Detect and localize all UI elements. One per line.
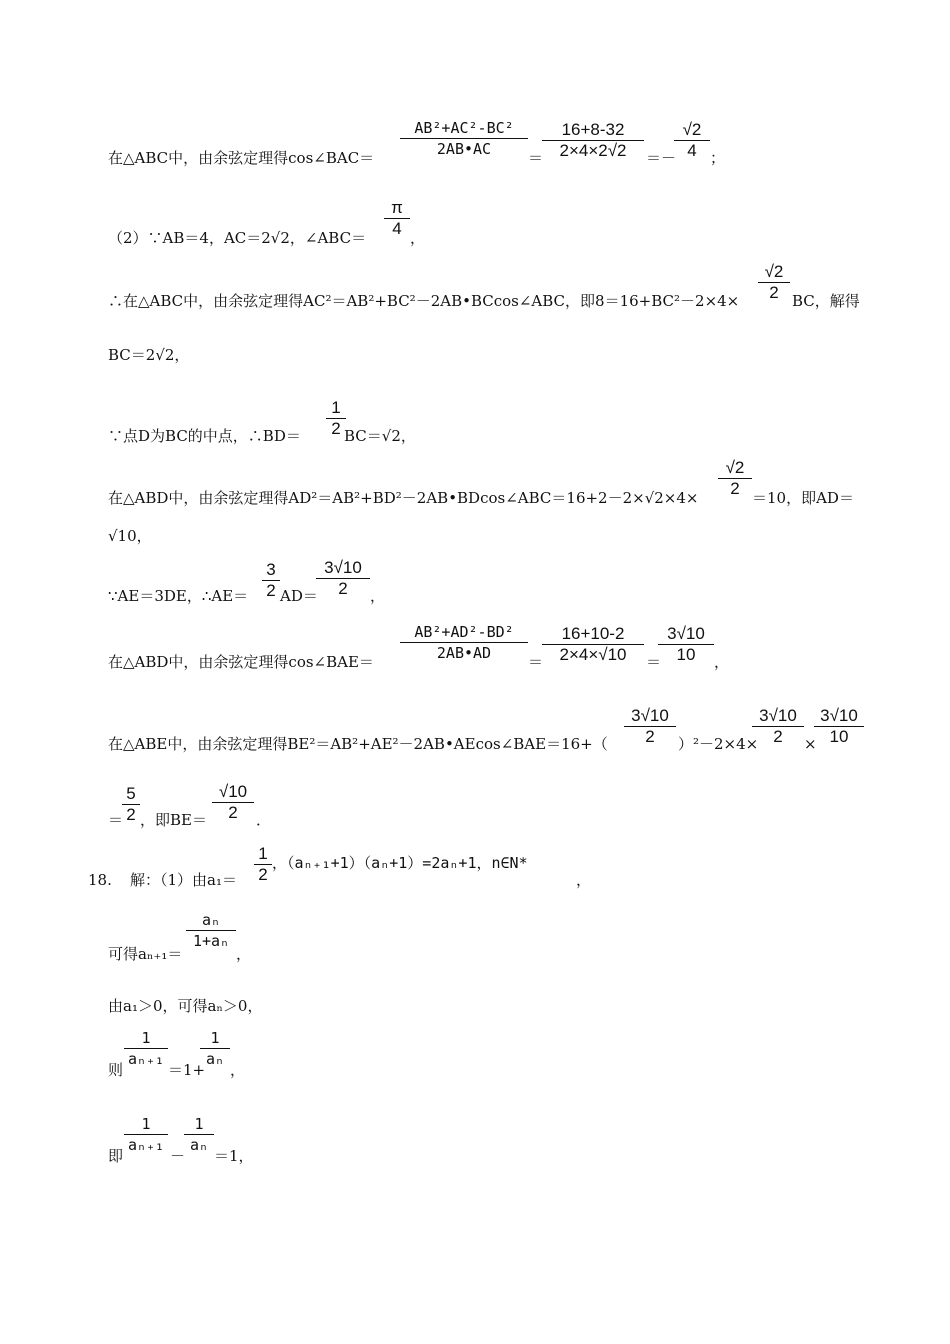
ad-continuation: √10， bbox=[108, 527, 152, 545]
punct: ， bbox=[410, 229, 426, 247]
fraction-five-halves bbox=[122, 784, 140, 825]
numerator: 1 bbox=[254, 844, 272, 865]
fraction-3root10-over-10 bbox=[814, 706, 864, 747]
numerator: √2 bbox=[718, 458, 752, 479]
numerator: 1 bbox=[200, 1028, 230, 1049]
fraction-result bbox=[674, 120, 710, 161]
numerator: 3 bbox=[262, 560, 280, 581]
then-mid: ＝1+ bbox=[168, 1061, 206, 1079]
fraction-three-halves bbox=[262, 560, 280, 601]
midpoint-end: BC＝√2， bbox=[344, 427, 416, 445]
ad-end: ＝10，即AD＝ bbox=[752, 489, 854, 507]
denominator: aₙ bbox=[189, 1136, 209, 1154]
diff-minus: － bbox=[170, 1147, 186, 1165]
midpoint-text: ∵点D为BC的中点，∴BD＝ bbox=[108, 427, 301, 445]
fraction-pi-over-4 bbox=[384, 198, 410, 239]
numerator: √2 bbox=[758, 262, 790, 283]
numerator: 16+10-2 bbox=[542, 624, 644, 645]
equals: ＝ bbox=[646, 653, 662, 671]
denominator: 2 bbox=[769, 283, 779, 302]
numerator: π bbox=[384, 198, 410, 219]
denominator: 10 bbox=[676, 645, 696, 664]
punct: ， bbox=[576, 871, 592, 889]
numerator: 1 bbox=[184, 1114, 214, 1135]
ae-text: ∵AE＝3DE，∴AE＝ bbox=[108, 587, 249, 605]
numerator: √10 bbox=[212, 782, 254, 803]
line-bc-value: BC＝2√2， bbox=[108, 346, 190, 364]
denominator: 2 bbox=[331, 419, 341, 438]
fraction-values bbox=[542, 624, 644, 665]
fraction-result bbox=[658, 624, 714, 665]
numerator: 16+8-32 bbox=[542, 120, 644, 141]
denominator: aₙ bbox=[205, 1050, 225, 1068]
denominator: 2 bbox=[773, 727, 783, 746]
denominator: 2 bbox=[730, 479, 740, 498]
diff-text: 即 bbox=[108, 1147, 124, 1165]
denominator: 2×4×√10 bbox=[559, 645, 627, 664]
be-cont-equals: ＝ bbox=[108, 811, 124, 829]
be-mid: ）²－2×4× bbox=[678, 735, 759, 753]
numerator: 1 bbox=[326, 398, 346, 419]
numerator: 3√10 bbox=[814, 706, 864, 727]
denominator: aₙ₊₁ bbox=[127, 1136, 165, 1154]
numerator: 3√10 bbox=[624, 706, 676, 727]
punct: ， bbox=[714, 653, 730, 671]
fraction-1-over-an1 bbox=[124, 1028, 168, 1069]
denominator: 2 bbox=[338, 579, 348, 598]
numerator: 3√10 bbox=[752, 706, 804, 727]
fraction-one-half bbox=[326, 398, 346, 439]
denominator: 10 bbox=[829, 727, 849, 746]
recur-text: 可得aₙ₊₁＝ bbox=[108, 945, 183, 963]
ad-text: 在△ABD中，由余弦定理得AD²＝AB²+BD²－2AB•BDcos∠ABC＝16+2－2×√2×4× bbox=[108, 489, 699, 507]
denominator: 2 bbox=[228, 803, 238, 822]
cos-bae-prefix: 在△ABD中，由余弦定理得cos∠BAE＝ bbox=[108, 653, 374, 671]
denominator: 2AB•AD bbox=[436, 644, 492, 662]
given-text: （2）∵AB＝4，AC＝2√2，∠ABC＝ bbox=[108, 229, 367, 247]
fraction-3root10-over-2 bbox=[752, 706, 804, 747]
fraction-cosine-formula bbox=[400, 622, 528, 663]
denominator: 2 bbox=[266, 581, 276, 600]
q18-condition: ，（aₙ₊₁+1）（aₙ+1）=2aₙ+1，n∈N* bbox=[272, 854, 528, 872]
numerator: 5 bbox=[122, 784, 140, 805]
numerator: 1 bbox=[124, 1028, 168, 1049]
denominator: 1+aₙ bbox=[192, 932, 230, 950]
ae-mid: AD＝ bbox=[280, 587, 318, 605]
equals-minus: ＝－ bbox=[646, 149, 677, 167]
fraction-root2-over-2 bbox=[718, 458, 752, 499]
denominator: 2 bbox=[258, 865, 268, 884]
equals: ＝ bbox=[528, 149, 544, 167]
cos-bac-prefix: 在△ABC中，由余弦定理得cos∠BAC＝ bbox=[108, 149, 375, 167]
fraction-root2-over-2 bbox=[758, 262, 790, 303]
numerator: √2 bbox=[674, 120, 710, 141]
numerator: AB²+AC²-BC² bbox=[400, 118, 528, 139]
fraction-values bbox=[542, 120, 644, 161]
fraction-cosine-formula bbox=[400, 118, 528, 159]
fraction-1-over-an bbox=[200, 1028, 230, 1069]
fraction-3root10-over-2 bbox=[316, 558, 370, 599]
fraction-1-over-an1 bbox=[124, 1114, 168, 1155]
times: × bbox=[804, 735, 817, 753]
line-positive: 由a₁＞0，可得aₙ＞0， bbox=[108, 997, 263, 1015]
fraction-3root10-over-2 bbox=[624, 706, 676, 747]
punct: ， bbox=[370, 587, 386, 605]
fraction-1-over-an bbox=[184, 1114, 214, 1155]
fraction-an-over-1-plus-an bbox=[186, 910, 236, 951]
law-text: ∴在△ABC中，由余弦定理得AC²＝AB²+BC²－2AB•BCcos∠ABC，即8＝16+BC²－2×4× bbox=[108, 292, 740, 310]
numerator: 1 bbox=[124, 1114, 168, 1135]
numerator: aₙ bbox=[186, 910, 236, 931]
be-cont-mid: ，即BE＝ bbox=[140, 811, 207, 829]
punct: ， bbox=[230, 1061, 246, 1079]
q18-text: 解：（1）由a₁＝ bbox=[130, 871, 238, 889]
diff-end: ＝1， bbox=[214, 1147, 254, 1165]
denominator: aₙ₊₁ bbox=[127, 1050, 165, 1068]
denominator: 2 bbox=[126, 805, 136, 824]
numerator: AB²+AD²-BD² bbox=[400, 622, 528, 643]
punct: ； bbox=[710, 149, 726, 167]
denominator: 4 bbox=[392, 219, 402, 238]
denominator: 4 bbox=[687, 141, 697, 160]
then-text: 则 bbox=[108, 1061, 124, 1079]
numerator: 3√10 bbox=[658, 624, 714, 645]
equals: ＝ bbox=[528, 653, 544, 671]
denominator: 2×4×2√2 bbox=[559, 141, 627, 160]
fraction-root10-over-2 bbox=[212, 782, 254, 823]
numerator: 3√10 bbox=[316, 558, 370, 579]
punct: ． bbox=[256, 811, 272, 829]
punct: ， bbox=[236, 945, 252, 963]
problem-number: 18. bbox=[88, 871, 112, 889]
be-text: 在△ABE中，由余弦定理得BE²＝AB²+AE²－2AB•AEcos∠BAE＝16+（ bbox=[108, 735, 608, 753]
fraction-one-half bbox=[254, 844, 272, 885]
law-end: BC，解得 bbox=[792, 292, 860, 310]
denominator: 2AB•AC bbox=[436, 140, 492, 158]
denominator: 2 bbox=[645, 727, 655, 746]
